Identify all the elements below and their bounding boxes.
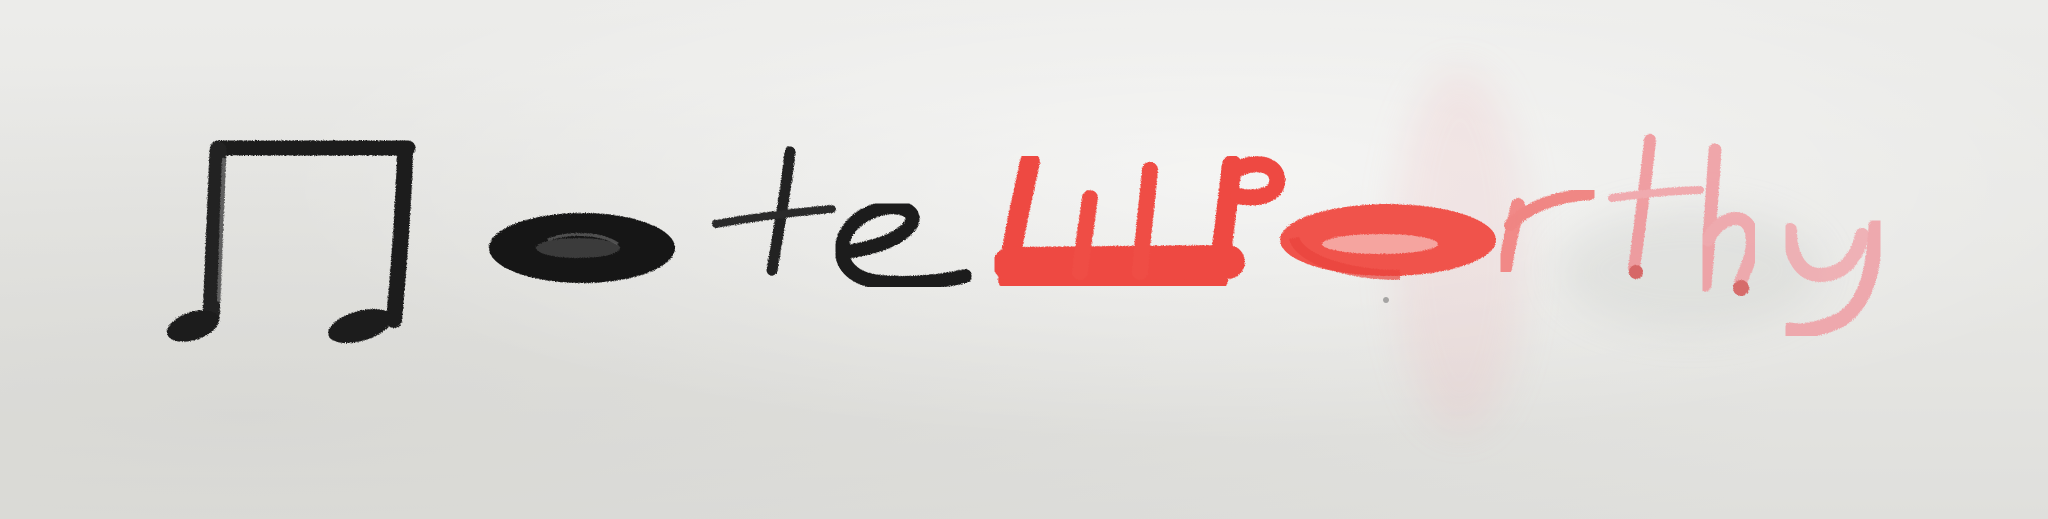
- letter-o-black: [489, 213, 675, 283]
- letter-y-faded: [1790, 226, 1876, 331]
- music-note-letter-n: [163, 148, 408, 350]
- letter-r-red: [1505, 194, 1590, 268]
- letter-t-black: [716, 152, 832, 270]
- letter-e-black: [842, 207, 965, 283]
- ink-speck: [1383, 297, 1389, 303]
- letter-w-red: [1008, 162, 1277, 280]
- letter-t-faded: [1612, 140, 1700, 279]
- letter-h-faded: [1705, 150, 1753, 296]
- letter-o-red: [1280, 204, 1496, 276]
